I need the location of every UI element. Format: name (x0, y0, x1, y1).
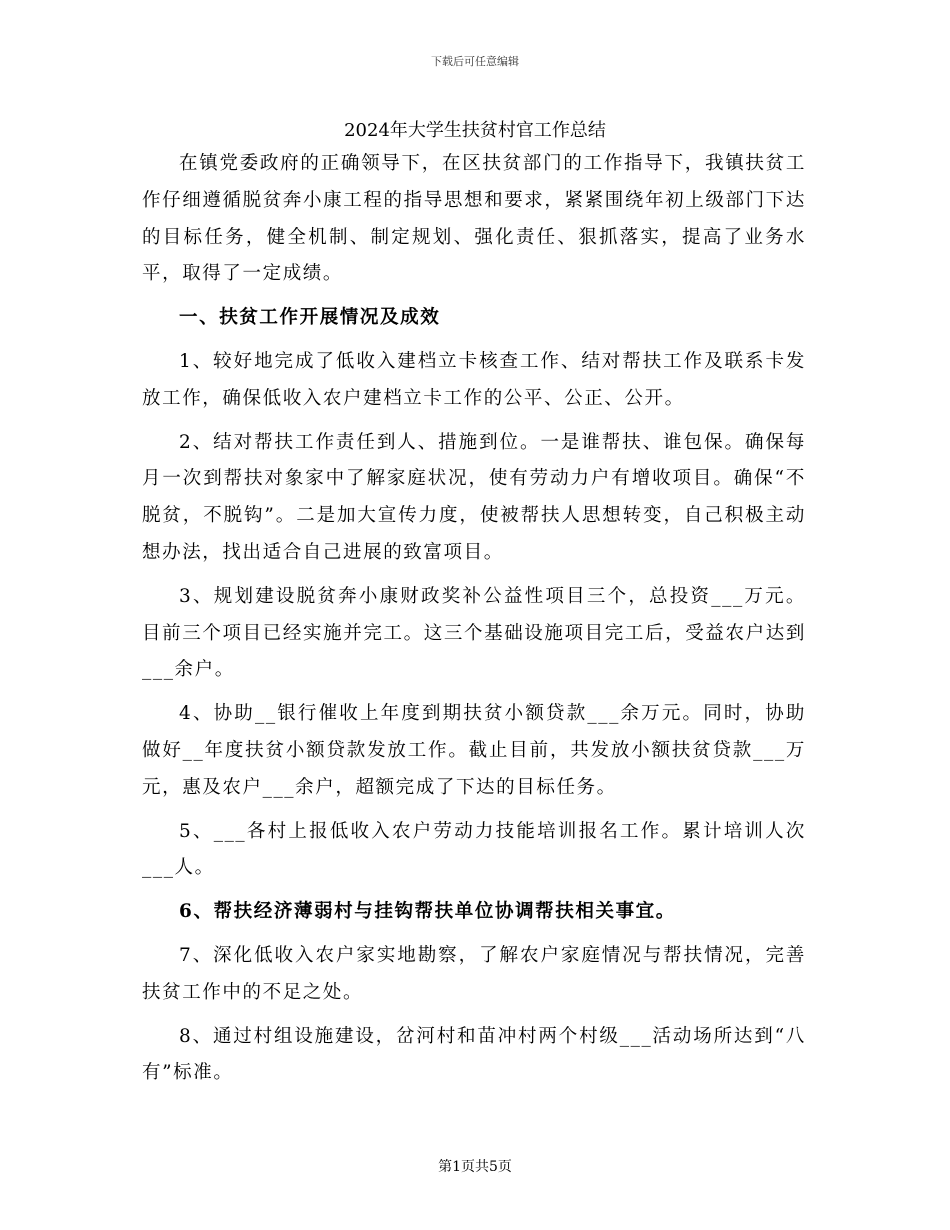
page-number: 第1页共5页 (438, 1159, 512, 1175)
list-item-1: 1、较好地完成了低收入建档立卡核查工作、结对帮扶工作及联系卡发放工作，确保低收入农户建档立卡工作的公平、公正、公开。 (142, 350, 806, 409)
list-item-7: 7、深化低收入农户家实地勘察，了解农户家庭情况与帮扶情况，完善扶贫工作中的不足之处。 (142, 944, 806, 1003)
list-item-5: 5、___各村上报低收入农户劳动力技能培训报名工作。累计培训人次___人。 (142, 820, 806, 879)
download-note: 下载后可任意编辑 (431, 55, 519, 68)
document-title: 2024年大学生扶贫村官工作总结 (344, 120, 606, 141)
list-item-8: 8、通过村组设施建设，岔河村和苗冲村两个村级___活动场所达到“八有”标准。 (142, 1025, 806, 1084)
list-item-2: 2、结对帮扶工作责任到人、措施到位。一是谁帮扶、谁包保。确保每月一次到帮扶对象家中了解家庭状况，使有劳动力户有增收项目。确保“不脱贫，不脱钩”。二是加大宣传力度，使被帮扶人思想转变，自己积极主动想办法，找出适合自己进展的致富项目。 (142, 431, 806, 563)
section-heading: 一、扶贫工作开展情况及成效 (179, 307, 441, 329)
list-item-3: 3、规划建设脱贫奔小康财政奖补公益性项目三个，总投资___万元。目前三个项目已经实施并完工。这三个基础设施项目完工后，受益农户达到___余户。 (142, 585, 806, 681)
list-item-4: 4、协助__银行催收上年度到期扶贫小额贷款___余万元。同时，协助做好__年度扶贫小额贷款发放工作。截止目前，共发放小额扶贫贷款___万元，惠及农户___余户，超额完成了下达的目标任务。 (142, 703, 806, 798)
intro-paragraph: 在镇党委政府的正确领导下，在区扶贫部门的工作指导下，我镇扶贫工作仔细遵循脱贫奔小康工程的指导思想和要求，紧紧围绕年初上级部门下达的目标任务，健全机制、制定规划、强化责任、狠抓落实，提高了业务水平，取得了一定成绩。 (142, 153, 806, 285)
list-item-6: 6、帮扶经济薄弱村与挂钩帮扶单位协调帮扶相关事宜。 (179, 901, 676, 923)
document-body (142, 146, 806, 1092)
